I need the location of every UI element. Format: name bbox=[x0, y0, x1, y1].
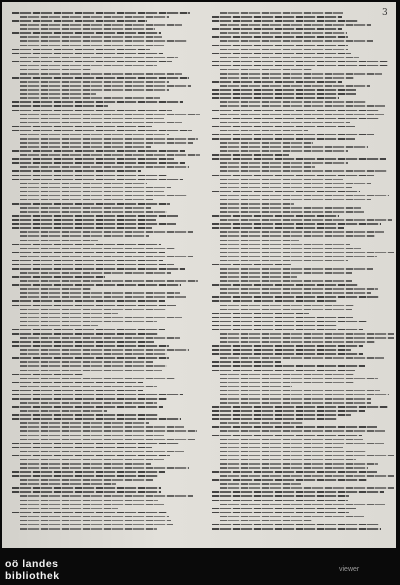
print-line bbox=[212, 126, 355, 128]
print-line bbox=[12, 276, 105, 278]
print-line bbox=[212, 284, 358, 286]
print-line bbox=[212, 175, 374, 177]
print-line bbox=[12, 512, 167, 514]
print-line bbox=[20, 402, 157, 404]
print-line bbox=[220, 195, 389, 197]
print-line bbox=[20, 439, 195, 441]
print-line bbox=[20, 191, 164, 193]
text-column-left bbox=[12, 12, 194, 532]
print-line bbox=[20, 337, 180, 339]
print-line bbox=[12, 414, 158, 416]
print-line bbox=[12, 382, 143, 384]
library-logo[interactable] bbox=[5, 558, 123, 582]
print-line bbox=[220, 77, 354, 79]
print-line bbox=[220, 179, 343, 181]
print-line bbox=[212, 479, 367, 481]
print-line bbox=[20, 296, 186, 298]
print-line bbox=[20, 211, 167, 213]
print-line bbox=[12, 394, 183, 396]
print-line bbox=[220, 467, 368, 469]
print-line bbox=[20, 93, 96, 95]
print-line bbox=[212, 223, 381, 225]
print-line bbox=[220, 463, 378, 465]
print-line bbox=[12, 130, 192, 132]
print-line bbox=[212, 329, 363, 331]
print-line bbox=[212, 426, 377, 428]
print-line bbox=[212, 349, 351, 351]
print-line bbox=[220, 252, 394, 254]
print-line bbox=[220, 280, 352, 282]
print-line bbox=[220, 475, 394, 477]
print-line bbox=[220, 451, 366, 453]
print-line bbox=[12, 244, 161, 246]
viewer-link[interactable]: viewer bbox=[339, 566, 360, 573]
print-line bbox=[20, 45, 164, 47]
print-line bbox=[20, 154, 200, 156]
print-line bbox=[220, 337, 394, 339]
print-line bbox=[12, 374, 83, 376]
print-line bbox=[220, 374, 354, 376]
print-line bbox=[212, 110, 379, 112]
print-line bbox=[220, 305, 354, 307]
print-line bbox=[20, 288, 91, 290]
print-line bbox=[220, 272, 352, 274]
print-line bbox=[20, 138, 198, 140]
print-line bbox=[212, 528, 381, 530]
print-line bbox=[20, 430, 197, 432]
print-line bbox=[212, 89, 356, 91]
print-line bbox=[20, 524, 173, 526]
print-line bbox=[212, 53, 351, 55]
print-line bbox=[212, 370, 355, 372]
print-line bbox=[12, 12, 190, 14]
footer-bar bbox=[0, 550, 400, 585]
print-line bbox=[12, 101, 183, 103]
print-line bbox=[20, 313, 118, 315]
print-line bbox=[212, 435, 362, 437]
print-line bbox=[12, 20, 147, 22]
print-line bbox=[20, 370, 162, 372]
print-line bbox=[20, 467, 189, 469]
print-line bbox=[12, 390, 143, 392]
print-line bbox=[220, 203, 294, 205]
print-line bbox=[220, 378, 378, 380]
print-line bbox=[220, 183, 371, 185]
print-line bbox=[220, 69, 312, 71]
print-line bbox=[20, 24, 182, 26]
print-line bbox=[20, 231, 193, 233]
print-line bbox=[12, 162, 185, 164]
print-line bbox=[212, 215, 339, 217]
print-line bbox=[220, 268, 373, 270]
print-line bbox=[212, 361, 281, 363]
print-line bbox=[20, 463, 151, 465]
print-line bbox=[212, 321, 367, 323]
print-line bbox=[212, 36, 348, 38]
print-line bbox=[220, 386, 292, 388]
print-line bbox=[220, 256, 377, 258]
print-line bbox=[20, 142, 193, 144]
print-line bbox=[220, 219, 392, 221]
print-line bbox=[12, 300, 165, 302]
print-line bbox=[220, 455, 394, 457]
print-line bbox=[12, 110, 172, 112]
print-line bbox=[12, 333, 158, 335]
print-line bbox=[220, 341, 375, 343]
print-line bbox=[12, 329, 165, 331]
print-line bbox=[220, 382, 354, 384]
print-line bbox=[12, 105, 108, 107]
print-line bbox=[20, 495, 193, 497]
print-line bbox=[12, 471, 165, 473]
print-line bbox=[12, 475, 158, 477]
print-line bbox=[220, 235, 375, 237]
print-line bbox=[12, 203, 170, 205]
print-line bbox=[20, 89, 169, 91]
print-line bbox=[20, 361, 153, 363]
print-line bbox=[20, 187, 171, 189]
print-line bbox=[212, 365, 365, 367]
print-line bbox=[12, 170, 141, 172]
print-line bbox=[220, 443, 384, 445]
print-line bbox=[12, 227, 152, 229]
print-line bbox=[212, 264, 291, 266]
print-line bbox=[20, 508, 118, 510]
print-line bbox=[212, 28, 342, 30]
print-line bbox=[20, 520, 171, 522]
print-line bbox=[12, 49, 150, 51]
print-line bbox=[20, 500, 158, 502]
print-line bbox=[20, 134, 169, 136]
print-line bbox=[20, 114, 200, 116]
print-line bbox=[212, 20, 358, 22]
print-line bbox=[12, 150, 185, 152]
print-line bbox=[20, 81, 169, 83]
print-line bbox=[12, 487, 161, 489]
print-line bbox=[212, 491, 384, 493]
print-line bbox=[212, 410, 365, 412]
print-line bbox=[12, 53, 163, 55]
print-line bbox=[12, 77, 189, 79]
print-line bbox=[12, 341, 154, 343]
print-line bbox=[220, 447, 343, 449]
print-line bbox=[212, 134, 374, 136]
print-line bbox=[212, 313, 309, 315]
print-line bbox=[212, 495, 349, 497]
print-line bbox=[212, 191, 360, 193]
print-line bbox=[20, 36, 162, 38]
print-line bbox=[20, 207, 151, 209]
print-line bbox=[220, 130, 308, 132]
print-line bbox=[12, 219, 156, 221]
print-line bbox=[20, 65, 157, 67]
print-line bbox=[220, 49, 348, 51]
print-line bbox=[212, 154, 289, 156]
print-line bbox=[212, 317, 353, 319]
print-line bbox=[12, 264, 174, 266]
print-line bbox=[12, 345, 169, 347]
print-line bbox=[12, 268, 185, 270]
print-line bbox=[12, 418, 181, 420]
print-line bbox=[12, 175, 167, 177]
print-line bbox=[212, 81, 342, 83]
print-line bbox=[212, 418, 337, 420]
print-line bbox=[20, 309, 166, 311]
print-line bbox=[20, 459, 164, 461]
print-line bbox=[220, 24, 371, 26]
print-line bbox=[12, 491, 161, 493]
print-line bbox=[20, 528, 157, 530]
print-line bbox=[20, 292, 180, 294]
print-line bbox=[212, 65, 388, 67]
print-line bbox=[12, 260, 163, 262]
print-line bbox=[220, 40, 373, 42]
print-line bbox=[220, 487, 394, 489]
print-line bbox=[220, 244, 350, 246]
print-line bbox=[220, 32, 347, 34]
print-line bbox=[20, 146, 151, 148]
print-line bbox=[12, 179, 183, 181]
print-line bbox=[212, 325, 337, 327]
print-line bbox=[12, 398, 167, 400]
print-line bbox=[12, 223, 176, 225]
print-line bbox=[212, 296, 379, 298]
print-line bbox=[220, 170, 387, 172]
print-line bbox=[20, 426, 184, 428]
print-line bbox=[220, 309, 352, 311]
print-line bbox=[220, 231, 384, 233]
print-line bbox=[20, 40, 187, 42]
print-line bbox=[220, 101, 366, 103]
print-line bbox=[212, 61, 388, 63]
print-line bbox=[20, 97, 160, 99]
print-line bbox=[220, 57, 359, 59]
print-line bbox=[20, 235, 149, 237]
print-line bbox=[220, 394, 389, 396]
print-line bbox=[212, 158, 386, 160]
print-line bbox=[220, 439, 363, 441]
print-line bbox=[220, 105, 385, 107]
print-line bbox=[220, 85, 370, 87]
print-line bbox=[20, 166, 189, 168]
print-line bbox=[220, 114, 384, 116]
print-line bbox=[220, 390, 380, 392]
print-line bbox=[20, 57, 178, 59]
print-line bbox=[20, 317, 182, 319]
print-line bbox=[20, 195, 187, 197]
print-line bbox=[212, 508, 356, 510]
print-line bbox=[212, 500, 348, 502]
print-line bbox=[20, 240, 98, 242]
print-line bbox=[20, 504, 164, 506]
print-line bbox=[20, 365, 167, 367]
print-line bbox=[20, 16, 169, 18]
scanned-page bbox=[2, 2, 396, 548]
print-line bbox=[220, 146, 368, 148]
print-line bbox=[220, 150, 348, 152]
print-line bbox=[220, 211, 364, 213]
print-line bbox=[220, 288, 378, 290]
print-line bbox=[12, 284, 181, 286]
print-line bbox=[220, 357, 384, 359]
print-line bbox=[20, 325, 98, 327]
print-line bbox=[220, 333, 394, 335]
print-line bbox=[20, 516, 169, 518]
print-line bbox=[212, 414, 351, 416]
print-line bbox=[220, 516, 364, 518]
print-line bbox=[20, 256, 193, 258]
print-line bbox=[220, 142, 313, 144]
print-line bbox=[20, 118, 164, 120]
print-line bbox=[212, 300, 337, 302]
print-line bbox=[220, 122, 350, 124]
print-line bbox=[220, 162, 348, 164]
print-line bbox=[212, 524, 379, 526]
print-line bbox=[12, 406, 163, 408]
print-line bbox=[20, 85, 191, 87]
print-line bbox=[20, 386, 157, 388]
print-line bbox=[220, 248, 361, 250]
print-line bbox=[220, 459, 356, 461]
print-line bbox=[212, 93, 356, 95]
print-line bbox=[20, 353, 167, 355]
print-line bbox=[20, 451, 184, 453]
print-line bbox=[220, 292, 371, 294]
print-line bbox=[220, 166, 315, 168]
print-line bbox=[20, 349, 189, 351]
print-line bbox=[20, 378, 175, 380]
print-line bbox=[12, 455, 170, 457]
print-line bbox=[212, 406, 388, 408]
print-line bbox=[20, 122, 182, 124]
print-line bbox=[20, 199, 153, 201]
print-line bbox=[212, 227, 344, 229]
print-line bbox=[220, 398, 371, 400]
print-line bbox=[20, 272, 171, 274]
print-line bbox=[20, 321, 157, 323]
print-line bbox=[220, 199, 371, 201]
print-line bbox=[212, 45, 348, 47]
print-line bbox=[12, 252, 165, 254]
print-line bbox=[12, 126, 152, 128]
print-line bbox=[220, 207, 361, 209]
print-line bbox=[20, 69, 91, 71]
print-line bbox=[212, 97, 339, 99]
print-line bbox=[212, 345, 363, 347]
logo-text-line2: bibliothek bbox=[5, 570, 60, 582]
print-line bbox=[220, 430, 385, 432]
print-line bbox=[220, 260, 348, 262]
print-line bbox=[12, 443, 179, 445]
print-line bbox=[220, 504, 385, 506]
print-line bbox=[212, 353, 363, 355]
print-line bbox=[12, 447, 152, 449]
print-line bbox=[220, 187, 352, 189]
print-line bbox=[212, 471, 377, 473]
print-line bbox=[220, 520, 312, 522]
print-line bbox=[220, 402, 371, 404]
print-line bbox=[212, 512, 349, 514]
page-number: 3 bbox=[382, 8, 388, 18]
print-line bbox=[12, 215, 178, 217]
logo-text-line1: oö landes bbox=[5, 558, 59, 570]
print-line bbox=[212, 118, 379, 120]
print-line bbox=[212, 138, 355, 140]
print-line bbox=[12, 32, 161, 34]
print-line bbox=[220, 276, 297, 278]
print-line bbox=[20, 422, 149, 424]
print-line bbox=[20, 410, 107, 412]
print-line bbox=[220, 73, 382, 75]
print-line bbox=[12, 357, 169, 359]
print-line bbox=[220, 422, 303, 424]
print-line bbox=[12, 61, 172, 63]
print-line bbox=[12, 158, 174, 160]
print-line bbox=[12, 305, 176, 307]
text-column-right bbox=[212, 12, 388, 532]
print-line bbox=[212, 16, 342, 18]
print-line bbox=[20, 28, 155, 30]
print-line bbox=[20, 183, 147, 185]
print-line bbox=[220, 483, 301, 485]
print-line bbox=[220, 240, 299, 242]
print-line bbox=[20, 479, 153, 481]
print-line bbox=[20, 248, 175, 250]
print-line bbox=[20, 73, 182, 75]
print-line bbox=[20, 435, 164, 437]
print-line bbox=[20, 280, 198, 282]
print-line bbox=[20, 483, 116, 485]
print-line bbox=[220, 12, 343, 14]
